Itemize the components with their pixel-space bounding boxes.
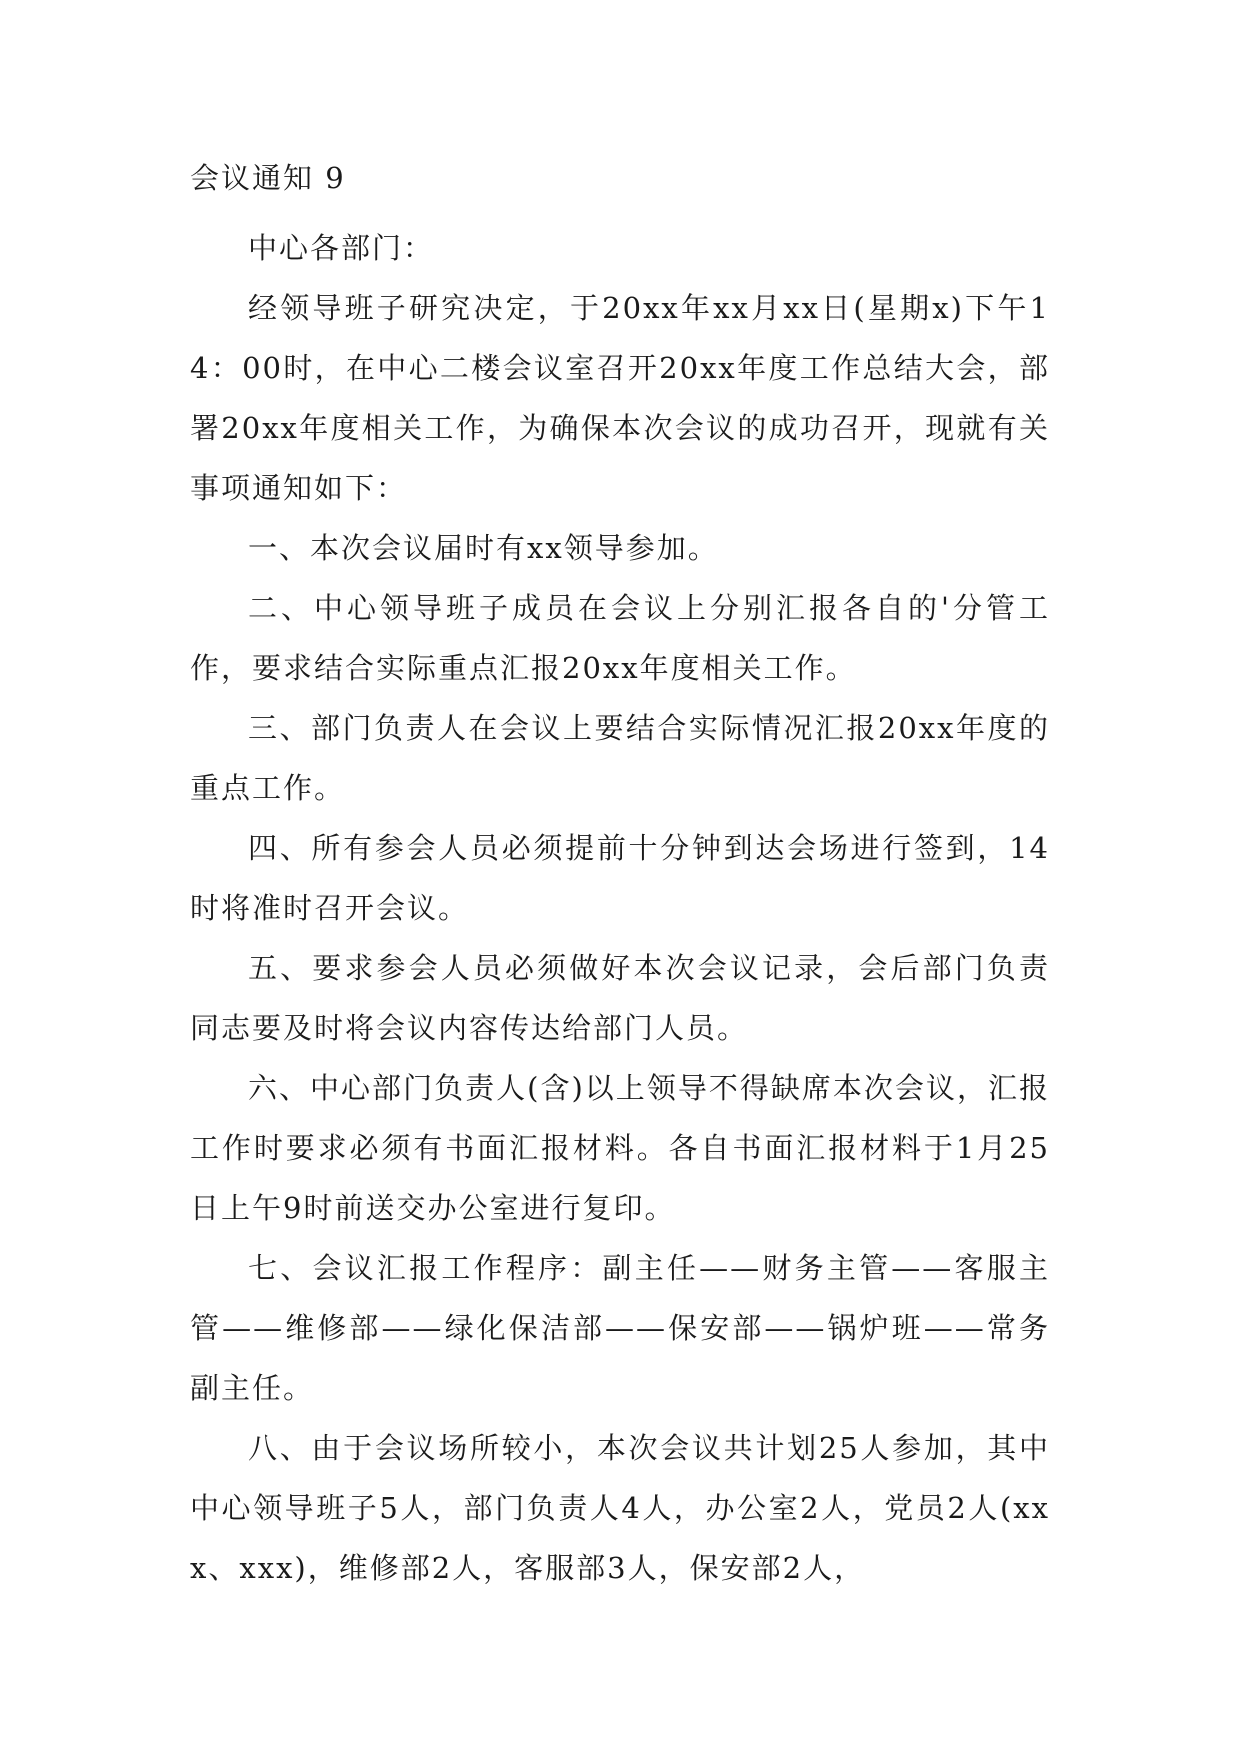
paragraph-item-1: 一、本次会议届时有xx领导参加。	[248, 531, 719, 565]
paragraph-item-2: 二、中心领导班子成员在会议上分别汇报各自的'分管工作，要求结合实际重点汇报20xx年度相关工作。	[190, 591, 1050, 685]
paragraph-item-5: 五、要求参会人员必须做好本次会议记录，会后部门负责同志要及时将会议内容传达给部门人员。	[190, 951, 1050, 1045]
paragraph-item-6: 六、中心部门负责人(含)以上领导不得缺席本次会议，汇报工作时要求必须有书面汇报材料。各自书面汇报材料于1月25日上午9时前送交办公室进行复印。	[190, 1071, 1050, 1225]
paragraph-intro: 经领导班子研究决定，于20xx年xx月xx日(星期x)下午14：00时，在中心二楼会议室召开20xx年度工作总结大会，部署20xx年度相关工作，为确保本次会议的成功召开，现就有关事项通知如下：	[190, 291, 1050, 505]
paragraph-item-7: 七、会议汇报工作程序：副主任——财务主管——客服主管——维修部——绿化保洁部——保安部——锅炉班——常务副主任。	[190, 1251, 1050, 1405]
paragraph-item-4: 四、所有参会人员必须提前十分钟到达会场进行签到，14时将准时召开会议。	[190, 831, 1050, 925]
paragraph-item-3: 三、部门负责人在会议上要结合实际情况汇报20xx年度的重点工作。	[190, 711, 1050, 805]
document-title: 会议通知 9	[190, 161, 346, 195]
paragraph-item-8: 八、由于会议场所较小，本次会议共计划25人参加，其中中心领导班子5人，部门负责人4人，办公室2人，党员2人(xxx、xxx)，维修部2人，客服部3人，保安部2人，	[190, 1431, 1050, 1585]
salutation: 中心各部门：	[248, 231, 435, 265]
document-page	[190, 158, 1050, 1598]
